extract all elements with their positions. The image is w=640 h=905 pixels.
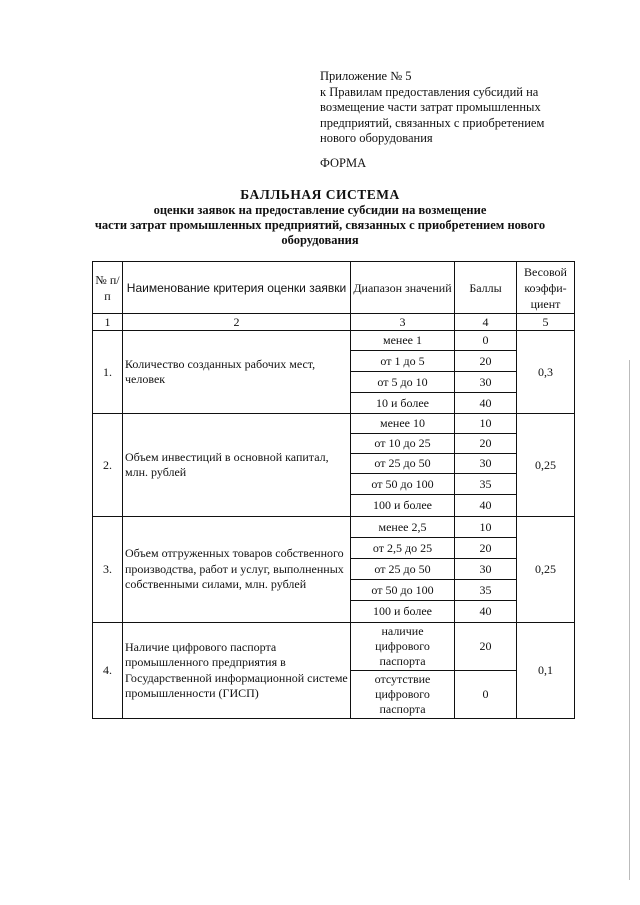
range-value: 100 и более	[351, 495, 455, 517]
weight-value: 0,1	[517, 623, 575, 719]
weight-value: 0,25	[517, 414, 575, 517]
column-number: 2	[123, 314, 351, 331]
criterion-name: Объем инвестиций в основной капитал, млн. рублей	[123, 414, 351, 517]
table-row	[93, 414, 575, 434]
annex-line: предприятий, связанных с приобретением	[320, 115, 545, 130]
range-value: наличие цифрового паспорта	[351, 623, 455, 671]
range-value: менее 1	[351, 331, 455, 351]
table-row	[93, 331, 575, 351]
annex-line: к Правилам предоставления субсидий на	[320, 84, 539, 99]
points-value: 40	[455, 495, 517, 517]
criterion-name: Объем отгруженных товаров собственного производства, работ и услуг, выполненных собственными силами, млн. рублей	[123, 517, 351, 623]
header-range: Диапазон значений	[351, 262, 455, 314]
range-value: от 50 до 100	[351, 474, 455, 495]
header-weight: Весовой коэффи-циент	[517, 262, 575, 314]
weight-value: 0,25	[517, 517, 575, 623]
points-value: 0	[455, 331, 517, 351]
range-value: отсутствие цифрового паспорта	[351, 671, 455, 719]
points-value: 20	[455, 623, 517, 671]
range-value: 100 и более	[351, 601, 455, 623]
form-label: ФОРМА	[320, 156, 367, 170]
range-value: от 5 до 10	[351, 372, 455, 393]
weight-value: 0,3	[517, 331, 575, 414]
column-number: 3	[351, 314, 455, 331]
criterion-number: 2.	[93, 414, 123, 517]
range-value: менее 10	[351, 414, 455, 434]
annex-line: возмещение части затрат промышленных	[320, 100, 541, 114]
points-value: 35	[455, 474, 517, 495]
criterion-number: 3.	[93, 517, 123, 623]
table-row	[93, 623, 575, 671]
column-number: 5	[517, 314, 575, 331]
points-value: 40	[455, 601, 517, 623]
points-value: 30	[455, 372, 517, 393]
table-row	[93, 517, 575, 538]
scan-edge-line	[629, 360, 630, 880]
column-number: 1	[93, 314, 123, 331]
points-value: 20	[455, 538, 517, 559]
points-value: 30	[455, 559, 517, 580]
table-header-row	[93, 262, 575, 314]
points-value: 10	[455, 414, 517, 434]
title-sub-line: оборудования	[281, 233, 359, 247]
points-value: 35	[455, 580, 517, 601]
range-value: от 50 до 100	[351, 580, 455, 601]
document-title	[0, 187, 640, 248]
scoring-table	[92, 261, 575, 719]
column-number: 4	[455, 314, 517, 331]
title-sub-line: оценки заявок на предоставление субсидии на возмещение	[153, 203, 487, 217]
range-value: от 2,5 до 25	[351, 538, 455, 559]
annex-line: нового оборудования	[320, 131, 433, 145]
header-name: Наименование критерия оценки заявки	[123, 262, 351, 314]
header-num: № п/п	[93, 262, 123, 314]
points-value: 0	[455, 671, 517, 719]
range-value: от 10 до 25	[351, 434, 455, 454]
criterion-number: 1.	[93, 331, 123, 414]
annex-line: Приложение № 5	[320, 69, 412, 83]
points-value: 20	[455, 434, 517, 454]
points-value: 10	[455, 517, 517, 538]
header-points: Баллы	[455, 262, 517, 314]
range-value: от 25 до 50	[351, 454, 455, 474]
column-number-row	[93, 314, 575, 331]
range-value: от 1 до 5	[351, 351, 455, 372]
annex-note	[320, 69, 590, 147]
title-main: БАЛЛЬНАЯ СИСТЕМА	[240, 187, 400, 202]
range-value: от 25 до 50	[351, 559, 455, 580]
criterion-name: Количество созданных рабочих мест, человек	[123, 331, 351, 414]
points-value: 30	[455, 454, 517, 474]
range-value: 10 и более	[351, 393, 455, 414]
criterion-name: Наличие цифрового паспорта промышленного предприятия в Государственной информационной системе промышленности (ГИСП)	[123, 623, 351, 719]
range-value: менее 2,5	[351, 517, 455, 538]
points-value: 20	[455, 351, 517, 372]
title-sub-line: части затрат промышленных предприятий, связанных с приобретением нового	[94, 218, 546, 232]
criterion-number: 4.	[93, 623, 123, 719]
points-value: 40	[455, 393, 517, 414]
